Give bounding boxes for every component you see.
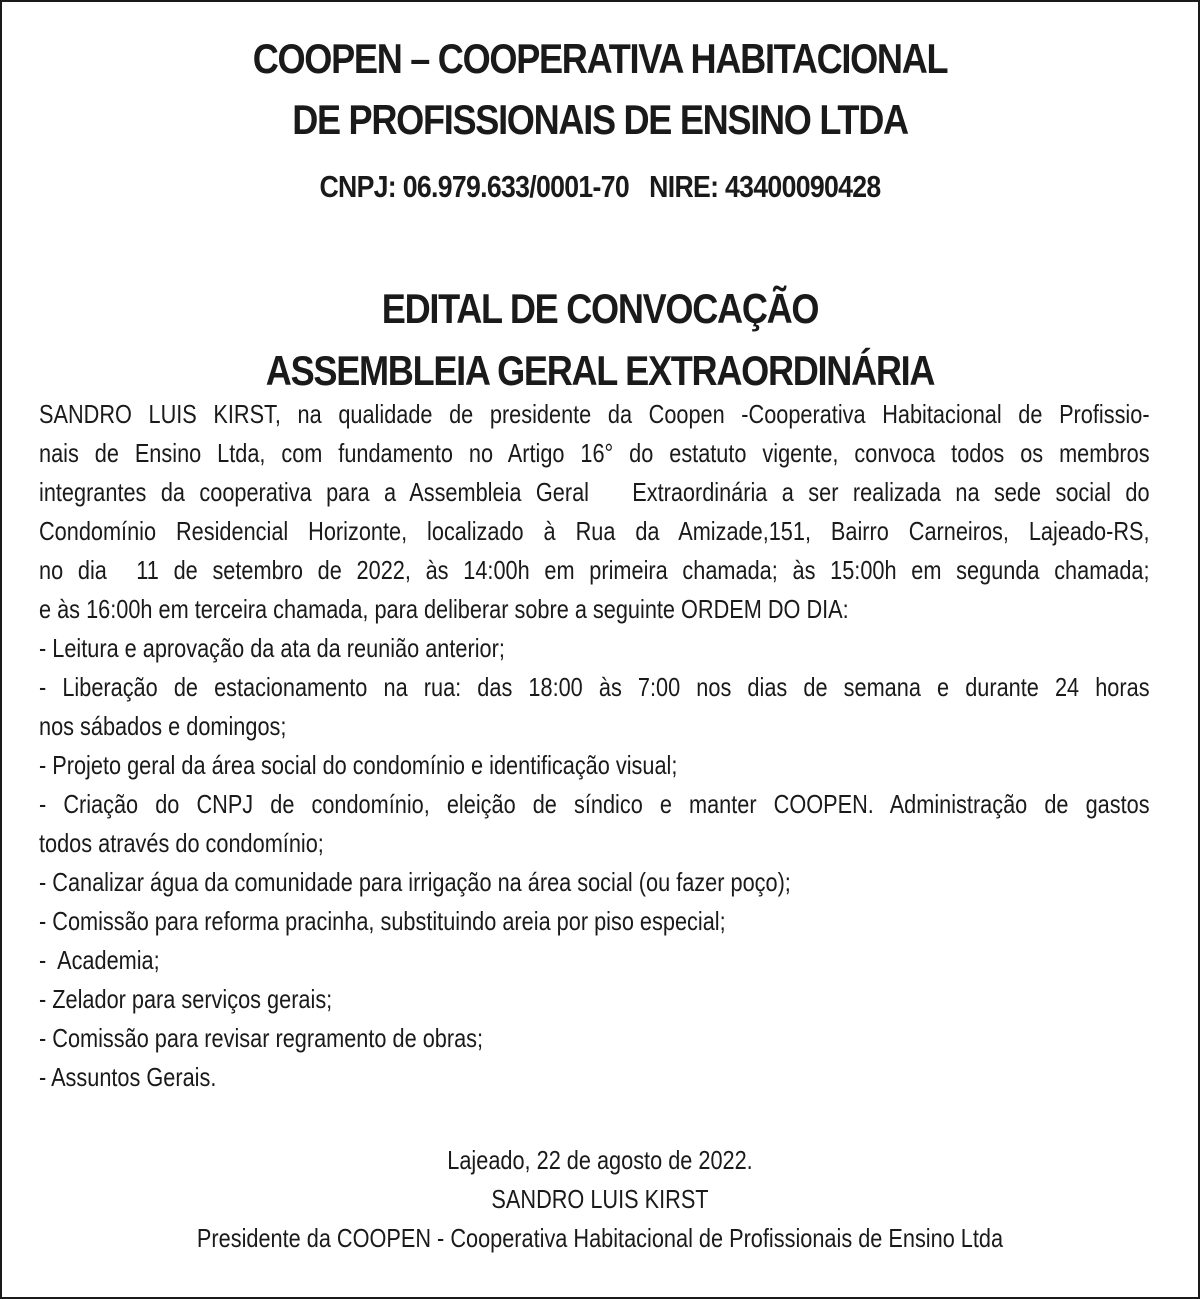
agenda-item: - Canalizar água da comunidade para irrigação na área social (ou fazer poço); (39, 867, 791, 897)
agenda-item: - Academia; (39, 945, 160, 975)
agenda-item: - Comissão para reforma pracinha, substituindo areia por piso especial; (39, 906, 726, 936)
place-and-date: Lajeado, 22 de agosto de 2022. (447, 1145, 753, 1175)
signatory-name: SANDRO LUIS KIRST (491, 1184, 709, 1214)
intro-line-3: integrantes da cooperativa para a Assembleia Geral Extraordinária a ser realizada na sede social do (39, 477, 1150, 507)
agenda-item: - Liberação de estacionamento na rua: das 18:00 às 7:00 nos dias de semana e durante 24 horas (39, 672, 1150, 702)
intro-line-5: no dia 11 de setembro de 2022, às 14:00h em primeira chamada; às 15:00h em segunda chamada; (39, 555, 1150, 585)
intro-line-4: Condomínio Residencial Horizonte, localizado à Rua da Amizade,151, Bairro Carneiros, Lajeado-RS, (39, 516, 1150, 546)
agenda-item: - Criação do CNPJ de condomínio, eleição de síndico e manter COOPEN. Administração de gastos (39, 789, 1150, 819)
intro-line-1: SANDRO LUIS KIRST, na qualidade de presidente da Coopen -Cooperativa Habitacional de Profissio- (39, 399, 1150, 429)
agenda-item-continuation: todos através do condomínio; (39, 828, 324, 858)
notice-title: EDITAL DE CONVOCAÇÃO (381, 285, 819, 332)
agenda-item: - Zelador para serviços gerais; (39, 984, 333, 1014)
agenda-item: - Projeto geral da área social do condomínio e identificação visual; (39, 750, 678, 780)
intro-line-2: nais de Ensino Ltda, com fundamento no Artigo 16° do estatuto vigente, convoca todos os membros (39, 438, 1150, 468)
organization-name-line-2: DE PROFISSIONAIS DE ENSINO LTDA (292, 96, 908, 143)
registration-ids: CNPJ: 06.979.633/0001-70 NIRE: 43400090428 (319, 169, 881, 204)
organization-name-line-1: COOPEN – COOPERATIVA HABITACIONAL (252, 35, 948, 82)
agenda-item: - Assuntos Gerais. (39, 1062, 217, 1092)
agenda-item: - Leitura e aprovação da ata da reunião anterior; (39, 633, 505, 663)
agenda-item-continuation: nos sábados e domingos; (39, 711, 287, 741)
intro-line-6: e às 16:00h em terceira chamada, para deliberar sobre a seguinte ORDEM DO DIA: (39, 594, 849, 624)
signatory-role: Presidente da COOPEN - Cooperativa Habitacional de Profissionais de Ensino Ltda (196, 1223, 1004, 1253)
agenda-item: - Comissão para revisar regramento de obras; (39, 1023, 484, 1053)
notice-subtitle: ASSEMBLEIA GERAL EXTRAORDINÁRIA (265, 347, 935, 394)
